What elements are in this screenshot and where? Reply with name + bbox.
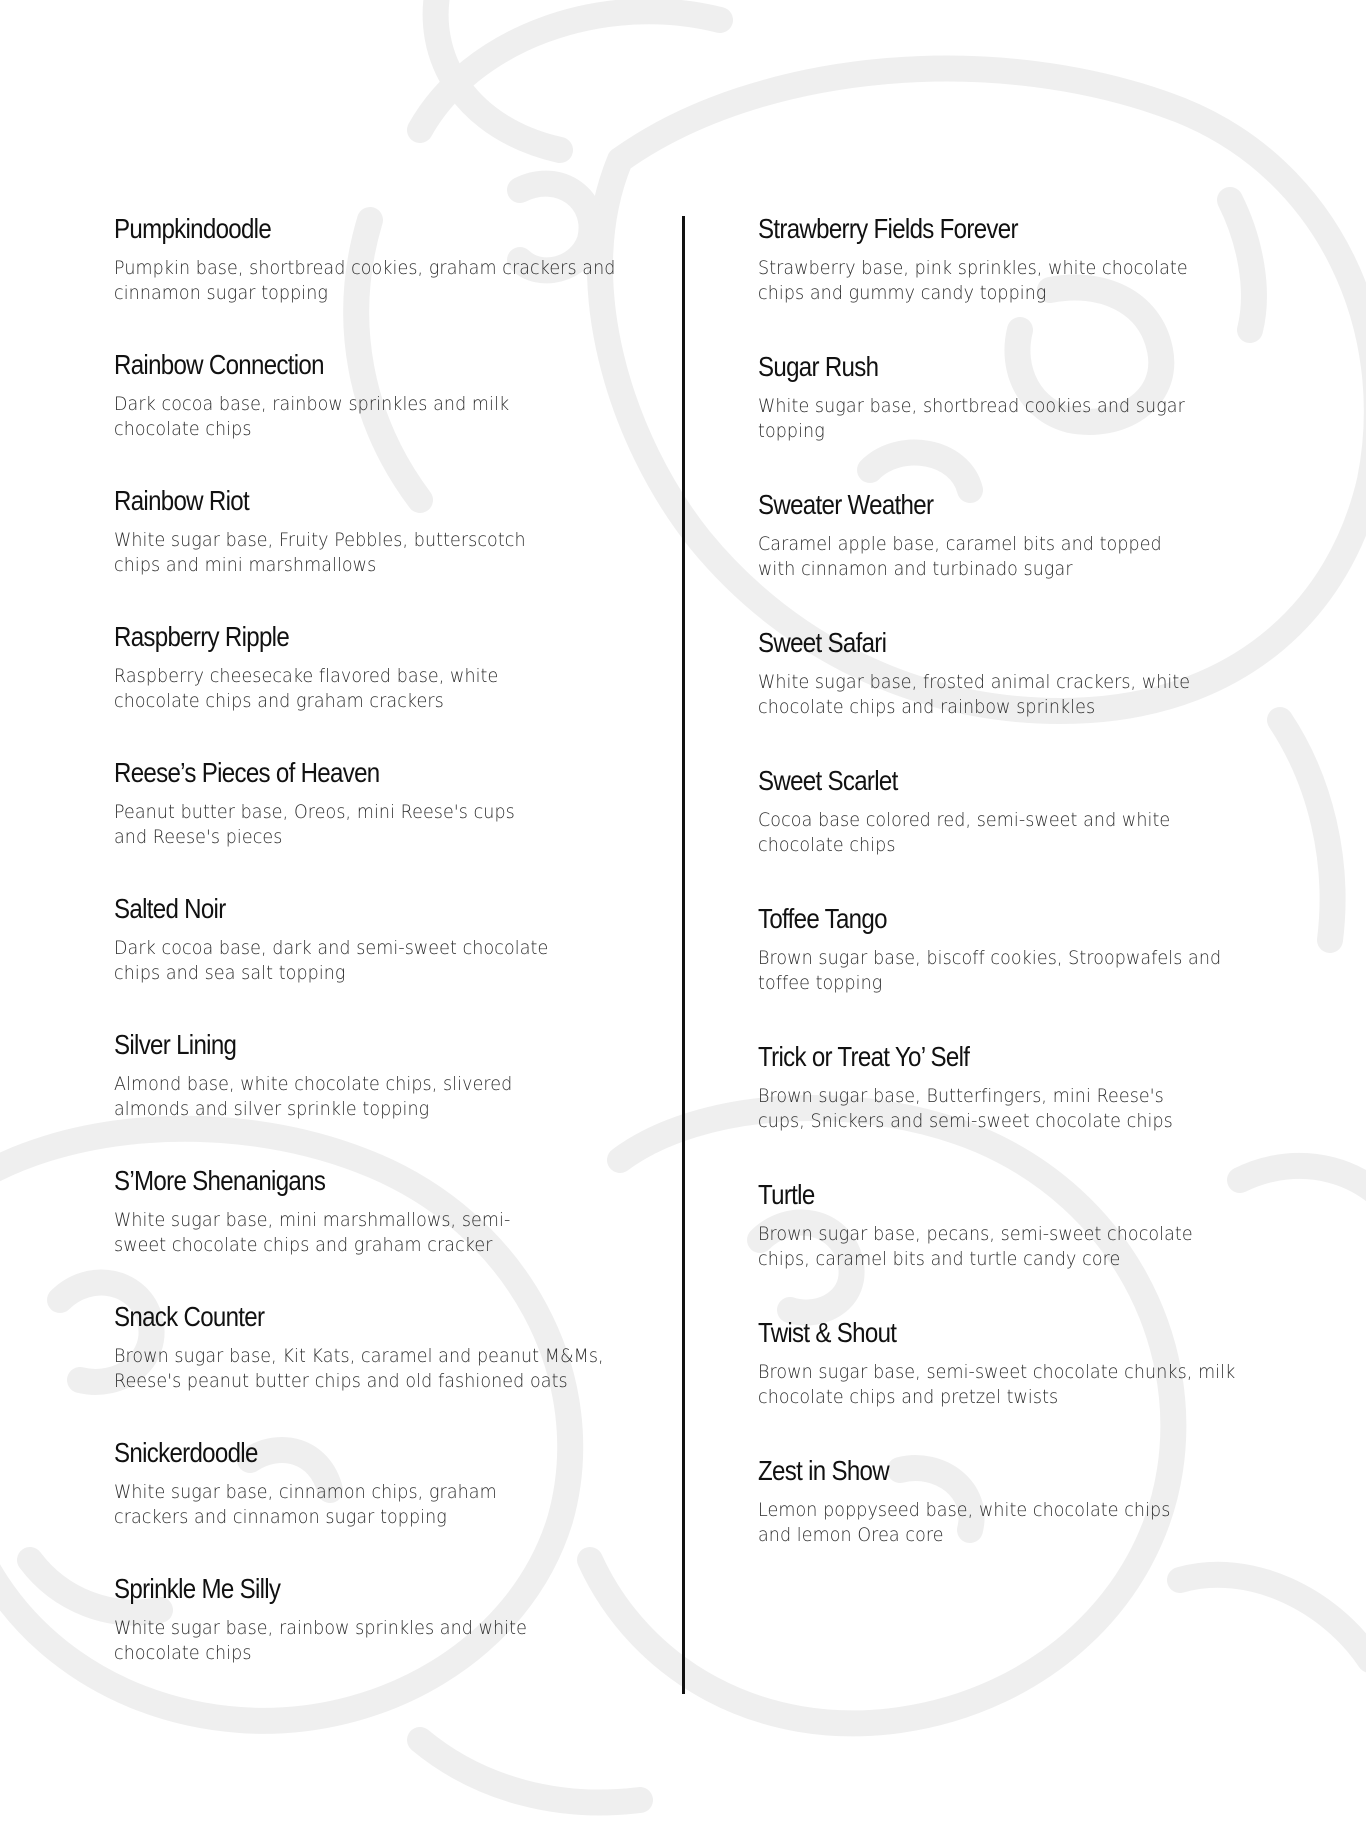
menu-item [114,1028,654,1164]
menu-item-description: White sugar base, shortbread cookies and sugar topping [758,395,1185,442]
menu-column-right [758,212,1298,1592]
menu-item-description: Pumpkin base, shortbread cookies, graham crackers and cinnamon sugar topping [114,257,616,304]
menu-item-name: Toffee Tango [758,903,887,934]
menu-item-name: Trick or Treat Yo’ Self [758,1041,970,1072]
menu-item [758,1316,1298,1454]
menu-item [114,1300,654,1436]
menu-item [114,1436,654,1572]
menu-item-description: Peanut butter base, Oreos, mini Reese's cups and Reese's pieces [114,801,515,848]
menu-item-description: Almond base, white chocolate chips, slivered almonds and silver sprinkle topping [114,1073,513,1120]
menu-item-name: Rainbow Riot [114,485,249,516]
menu-item-name: Rainbow Connection [114,349,324,380]
menu-item [758,1178,1298,1316]
menu-item-description: Brown sugar base, biscoff cookies, Stroopwafels and toffee topping [758,947,1222,994]
menu-item-description: White sugar base, rainbow sprinkles and white chocolate chips [114,1617,527,1664]
menu-item-description: Strawberry base, pink sprinkles, white chocolate chips and gummy candy topping [758,257,1188,304]
menu-item-name: Zest in Show [758,1455,889,1486]
menu-item-description: Dark cocoa base, dark and semi-sweet chocolate chips and sea salt topping [114,937,549,984]
menu-column-left [114,212,654,1708]
menu-item-name: Sweater Weather [758,489,934,520]
menu-item-description: Caramel apple base, caramel bits and topped with cinnamon and turbinado sugar [758,533,1162,580]
menu-item [758,350,1298,488]
menu-item-name: Sugar Rush [758,351,879,382]
menu-item-name: Salted Noir [114,893,226,924]
menu-item [758,1040,1298,1178]
menu-item [758,488,1298,626]
menu-item-description: Lemon poppyseed base, white chocolate chips and lemon Orea core [758,1499,1171,1546]
menu-item-description: Cocoa base colored red, semi-sweet and white chocolate chips [758,809,1171,856]
column-divider [682,216,685,1694]
menu-item-name: Pumpkindoodle [114,213,272,244]
menu-item-description: White sugar base, mini marshmallows, semi- sweet chocolate chips and graham cracker [114,1209,511,1256]
menu-item-name: Snickerdoodle [114,1437,258,1468]
menu-item [114,892,654,1028]
menu-item-name: Strawberry Fields Forever [758,213,1018,244]
menu-item-description: Dark cocoa base, rainbow sprinkles and milk chocolate chips [114,393,510,440]
menu-item [114,756,654,892]
menu-item-description: Brown sugar base, semi-sweet chocolate chunks, milk chocolate chips and pretzel twists [758,1361,1236,1408]
menu-item-description: Brown sugar base, pecans, semi-sweet chocolate chips, caramel bits and turtle candy core [758,1223,1193,1270]
menu-item [758,764,1298,902]
menu-item [114,484,654,620]
menu-item-name: Reese’s Pieces of Heaven [114,757,380,788]
menu-item-description: White sugar base, Fruity Pebbles, butterscotch chips and mini marshmallows [114,529,526,576]
menu-item [114,212,654,348]
menu-item [114,348,654,484]
menu-item-description: Brown sugar base, Kit Kats, caramel and peanut M&Ms, Reese's peanut butter chips and old fashioned oats [114,1345,604,1392]
menu-item-name: Sweet Safari [758,627,887,658]
menu-item-description: White sugar base, frosted animal crackers, white chocolate chips and rainbow sprinkles [758,671,1191,718]
menu-item-name: Snack Counter [114,1301,265,1332]
menu-item [758,1454,1298,1592]
menu-item-name: Sweet Scarlet [758,765,898,796]
menu-item-name: Twist & Shout [758,1317,897,1348]
menu-item [114,1164,654,1300]
menu-item-name: S’More Shenanigans [114,1165,326,1196]
menu-item [758,212,1298,350]
menu-item-description: Brown sugar base, Butterfingers, mini Reese's cups, Snickers and semi-sweet chocolate chips [758,1085,1173,1132]
menu-item-name: Turtle [758,1179,815,1210]
menu-item [758,626,1298,764]
menu-item [114,1572,654,1708]
menu-item-description: White sugar base, cinnamon chips, graham crackers and cinnamon sugar topping [114,1481,497,1528]
menu-item [114,620,654,756]
menu-item-name: Silver Lining [114,1029,237,1060]
menu-item-name: Raspberry Ripple [114,621,290,652]
menu-item-name: Sprinkle Me Silly [114,1573,281,1604]
menu-item-description: Raspberry cheesecake flavored base, white chocolate chips and graham crackers [114,665,499,712]
menu-item [758,902,1298,1040]
